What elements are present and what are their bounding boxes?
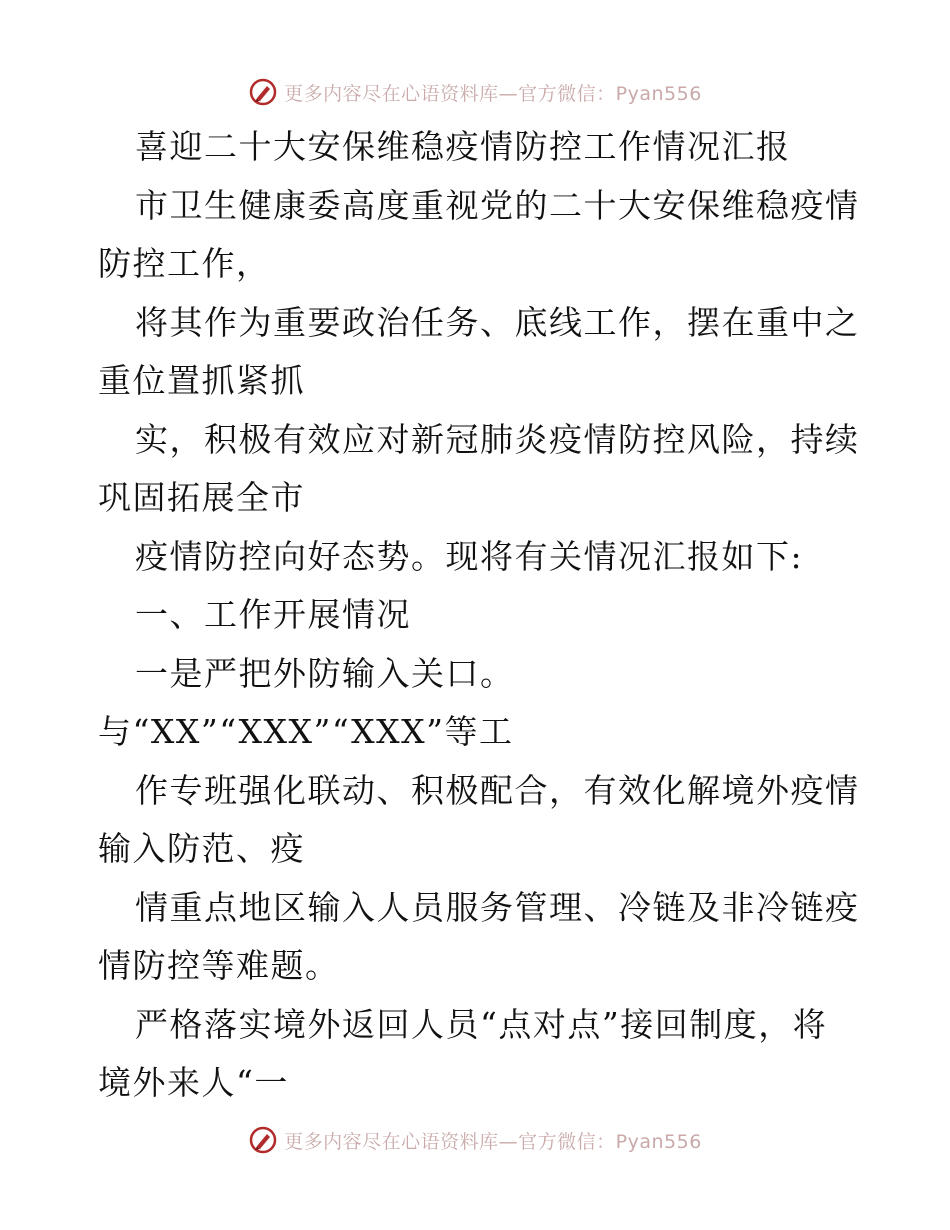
pen-logo-icon xyxy=(248,77,278,107)
paragraph-line: 情重点地区输入人员服务管理、冷链及非冷链疫 xyxy=(135,887,860,927)
paragraph-line: 疫情防控向好态势。现将有关情况汇报如下: xyxy=(135,536,804,576)
section-heading: 一、工作开展情况 xyxy=(135,595,411,634)
paragraph-line: 严格落实境外返回人员“点对点”接回制度，将 xyxy=(135,1004,828,1044)
footer-watermark xyxy=(0,1120,950,1160)
watermark-text: 更多内容尽在心语资料库—官方微信：Pyan556 xyxy=(284,1130,702,1153)
paragraph-line: 实，积极有效应对新冠肺炎疫情防控风险，持续 xyxy=(135,419,860,459)
paragraph-line: 巩固拓展全市 xyxy=(98,478,305,517)
pen-logo-icon xyxy=(248,1125,278,1155)
paragraph-line: 将其作为重要政治任务、底线工作，摆在重中之 xyxy=(135,302,860,342)
subsection-heading: 一是严把外防输入关口。 xyxy=(135,653,515,693)
paragraph-line: 输入防范、疫 xyxy=(98,829,305,868)
paragraph-line: 防控工作， xyxy=(98,244,271,283)
paragraph-line: 境外来人“一 xyxy=(98,1063,289,1102)
header-watermark xyxy=(0,72,950,112)
paragraph-line: 重位置抓紧抓 xyxy=(98,361,305,400)
document-body xyxy=(98,118,868,1113)
paragraph-line: 作专班强化联动、积极配合，有效化解境外疫情 xyxy=(135,770,860,810)
watermark-text: 更多内容尽在心语资料库—官方微信：Pyan556 xyxy=(284,82,702,105)
paragraph-line: 情防控等难题。 xyxy=(98,946,340,985)
paragraph-line: 市卫生健康委高度重视党的二十大安保维稳疫情 xyxy=(135,185,860,225)
paragraph-line: 与“XX”“XXX”“XXX”等工 xyxy=(98,712,514,751)
document-title: 喜迎二十大安保维稳疫情防控工作情况汇报 xyxy=(135,127,791,166)
